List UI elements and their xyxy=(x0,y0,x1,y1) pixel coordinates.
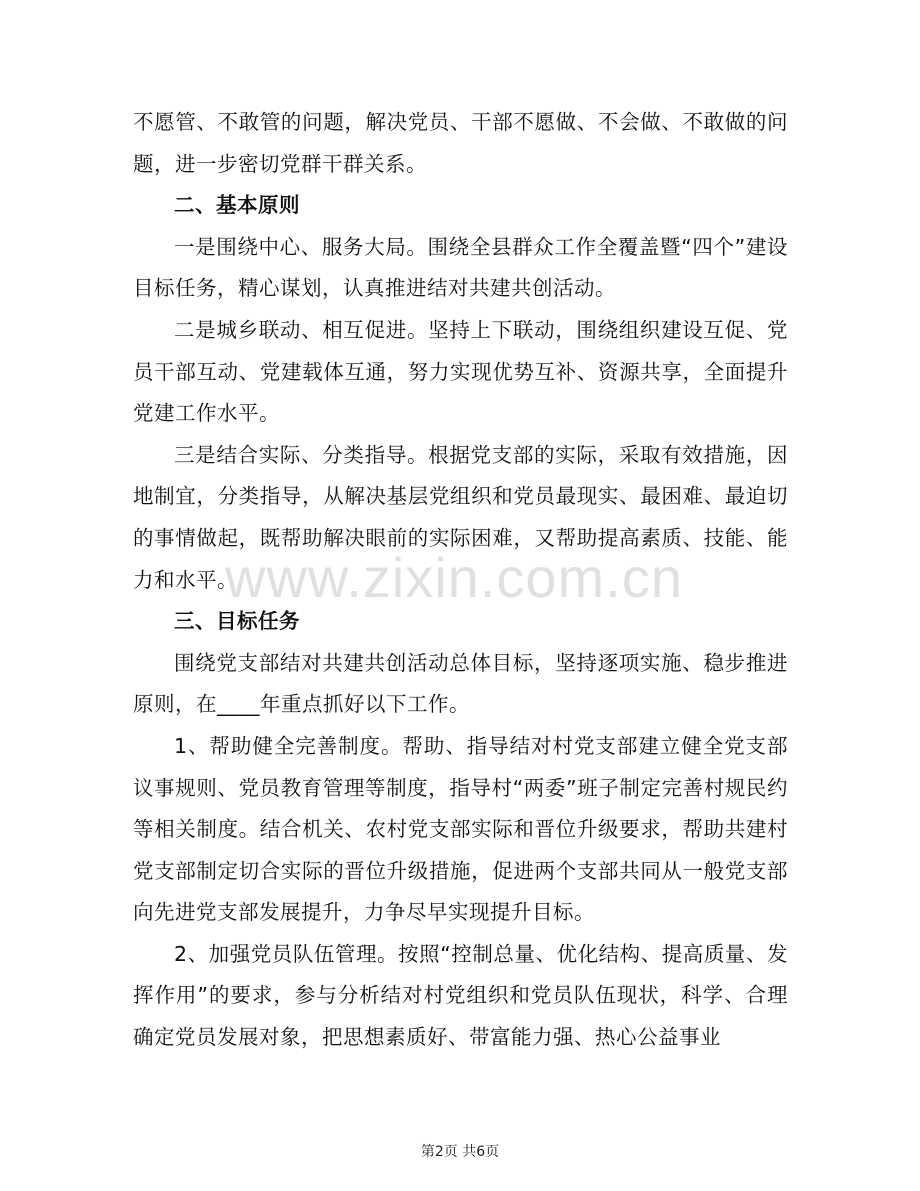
paragraph-principle-2: 二是城乡联动、相互促进。坚持上下联动，围绕组织建设互促、党员干部互动、党建载体互通，努力实现优势互补、资源共享，全面提升党建工作水平。 xyxy=(133,317,788,426)
section-heading-goals-tasks: 三、目标任务 xyxy=(174,609,300,634)
paragraph-goals-intro: 围绕党支部结对共建共创活动总体目标，坚持逐项实施、稳步推进原则，在____年重点抓好以下工作。 xyxy=(133,650,788,717)
paragraph-principle-1: 一是围绕中心、服务大局。围绕全县群众工作全覆盖暨“四个”建设目标任务，精心谋划，认真推进结对共建共创活动。 xyxy=(133,234,788,301)
page-footer: 第2页 共6页 xyxy=(420,1144,500,1160)
document-body xyxy=(133,102,788,1059)
paragraph-task-1: 1、帮助健全完善制度。帮助、指导结对村党支部建立健全党支部议事规则、党员教育管理等制度，指导村“两委”班子制定完善村规民约等相关制度。结合机关、农村党支部实际和晋位升级要求，帮助共建村党支部制定切合实际的晋位升级措施，促进两个支部共同从一般党支部向先进党支部发展提升，力争尽早实现提升目标。 xyxy=(133,733,788,925)
watermark: www.zixin.com.cn xyxy=(225,546,683,609)
paragraph-intro-continuation: 不愿管、不敢管的问题，解决党员、干部不愿做、不会做、不敢做的问题，进一步密切党群干群关系。 xyxy=(133,110,788,176)
section-heading-basic-principles: 二、基本原则 xyxy=(174,193,300,218)
paragraph-task-2: 2、加强党员队伍管理。按照“控制总量、优化结构、提高质量、发挥作用”的要求，参与分析结对村党组织和党员队伍现状，科学、合理确定党员发展对象，把思想素质好、带富能力强、热心公益事业 xyxy=(133,941,788,1050)
paragraph-principle-3: 三是结合实际、分类指导。根据党支部的实际，采取有效措施，因地制宜，分类指导，从解决基层党组织和党员最现实、最困难、最迫切的事情做起，既帮助解决眼前的实际困难，又帮助提高素质、技能、能力和水平。 xyxy=(133,442,788,592)
